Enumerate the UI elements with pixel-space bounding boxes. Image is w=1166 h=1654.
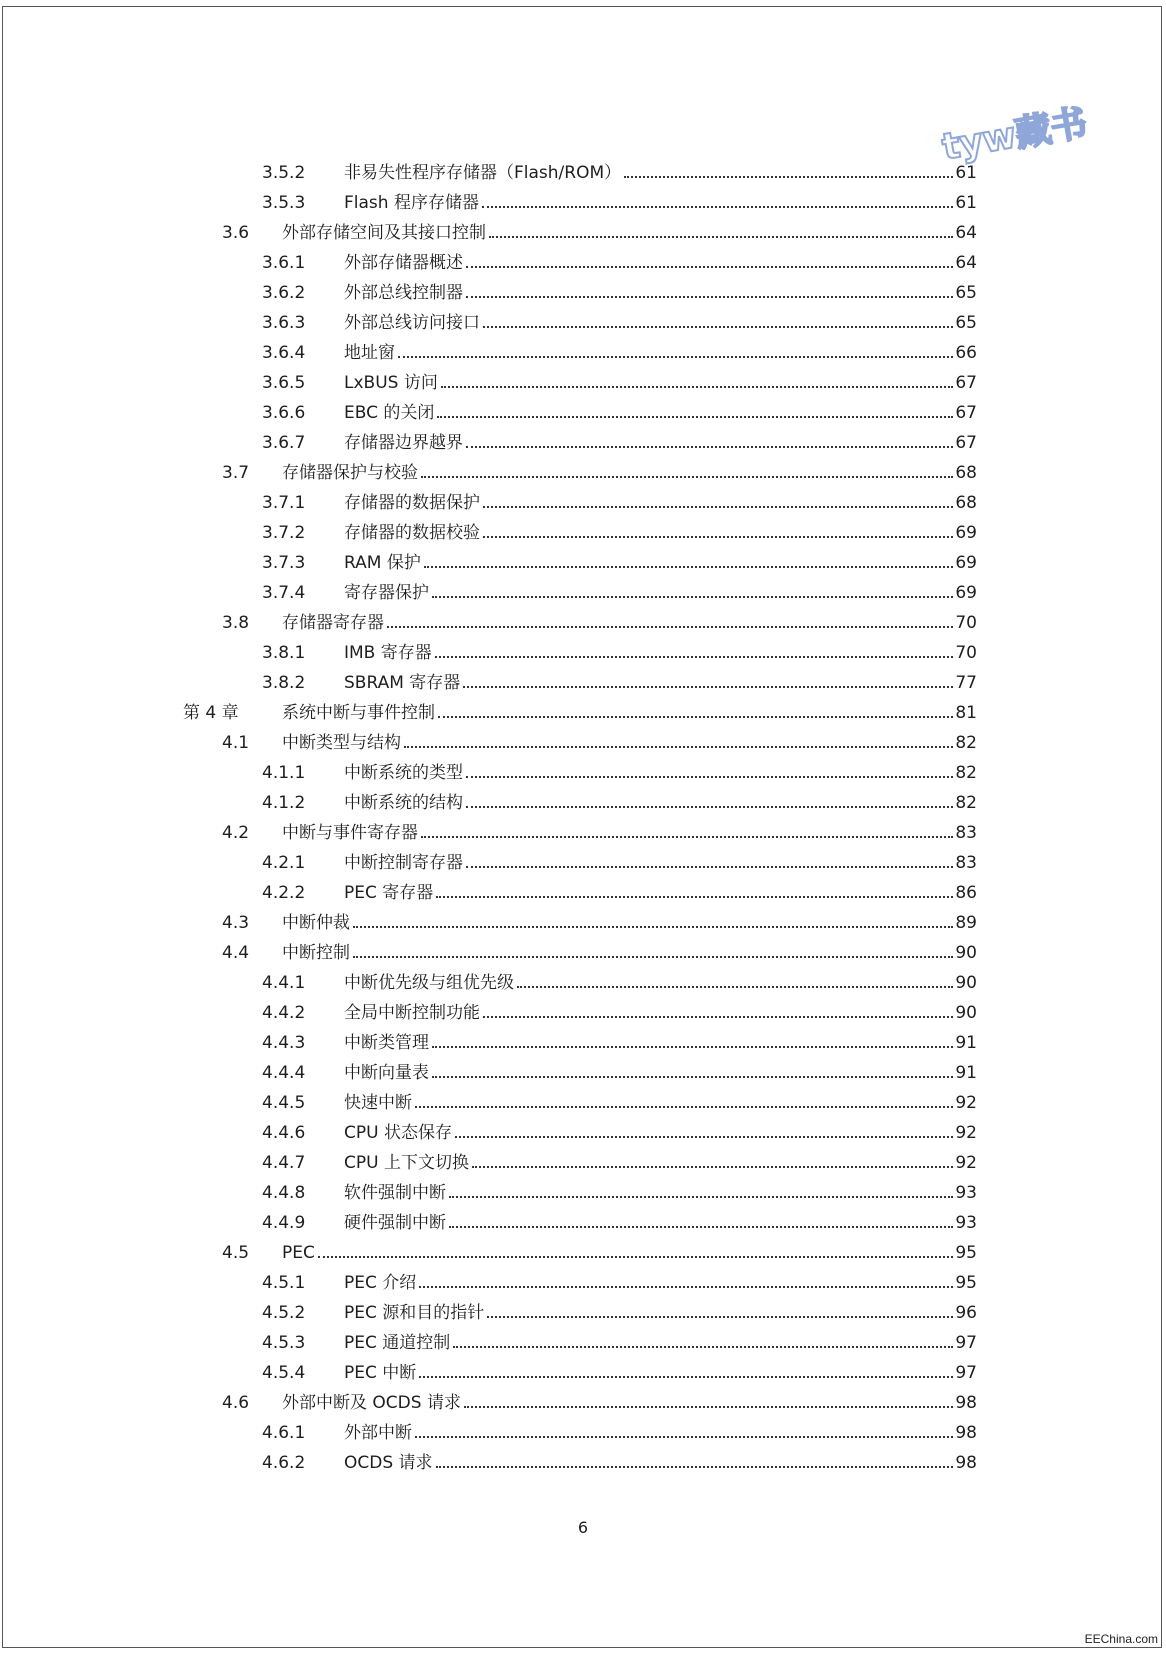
toc-entry-body: [344, 398, 977, 428]
toc-entry-number: 4.4.4: [262, 1063, 306, 1083]
toc-entry-title: 中断类型与结构: [282, 733, 401, 753]
toc-entry[interactable]: [0, 578, 1166, 608]
toc-entry-title: PEC 源和目的指针: [344, 1303, 485, 1323]
toc-entry-body: [282, 698, 977, 728]
watermark-logo: [935, 96, 1105, 166]
footer-site-label: EEChina.com: [1084, 1632, 1158, 1646]
toc-dot-leader: [449, 1226, 953, 1228]
toc-entry-number: 4.2: [222, 823, 250, 843]
toc-entry-body: [344, 1418, 977, 1448]
toc-entry-number: 4.1.1: [262, 763, 306, 783]
toc-entry-number: 4.6.1: [262, 1423, 306, 1443]
toc-entry-page: 89: [955, 913, 977, 933]
toc-entry-title: 外部总线控制器: [344, 283, 463, 303]
toc-entry[interactable]: [0, 848, 1166, 878]
toc-dot-leader: [421, 476, 953, 478]
toc-entry-title: OCDS 请求: [344, 1453, 433, 1473]
toc-entry-body: [344, 878, 977, 908]
toc-entry[interactable]: [0, 908, 1166, 938]
toc-dot-leader: [453, 1346, 953, 1348]
toc-entry[interactable]: [0, 1118, 1166, 1148]
toc-entry-page: 95: [955, 1243, 977, 1263]
toc-entry-title: CPU 状态保存: [344, 1123, 452, 1143]
toc-entry[interactable]: [0, 1298, 1166, 1328]
toc-dot-leader: [353, 956, 953, 958]
toc-entry-body: [344, 968, 977, 998]
toc-entry-title: 全局中断控制功能: [344, 1003, 480, 1023]
toc-entry-title: IMB 寄存器: [344, 643, 432, 663]
toc-entry-title: 中断优先级与组优先级: [344, 973, 514, 993]
toc-entry-title: 中断仲裁: [282, 913, 350, 933]
toc-dot-leader: [482, 206, 953, 208]
toc-entry-title: RAM 保护: [344, 553, 421, 573]
toc-entry-title: 外部存储器概述: [344, 253, 463, 273]
toc-entry-page: 83: [955, 823, 977, 843]
toc-entry-page: 69: [955, 523, 977, 543]
toc-entry-title: 存储器边界越界: [344, 433, 463, 453]
toc-dot-leader: [463, 686, 953, 688]
toc-entry-body: [344, 998, 977, 1028]
toc-entry-page: 70: [955, 643, 977, 663]
toc-entry-number: 4.4.2: [262, 1003, 306, 1023]
toc-entry-page: 68: [955, 493, 977, 513]
toc-entry-body: [344, 1328, 977, 1358]
toc-entry-page: 92: [955, 1093, 977, 1113]
toc-entry-page: 64: [955, 253, 977, 273]
toc-entry-number: 4.4.6: [262, 1123, 306, 1143]
toc-entry-title: 中断与事件寄存器: [282, 823, 418, 843]
toc-entry[interactable]: [0, 548, 1166, 578]
toc-entry-page: 98: [955, 1423, 977, 1443]
toc-dot-leader: [449, 1196, 953, 1198]
toc-entry-page: 67: [955, 433, 977, 453]
toc-entry-number: 3.6.7: [262, 433, 306, 453]
toc-entry[interactable]: [0, 428, 1166, 458]
toc-entry-body: [344, 518, 977, 548]
toc-dot-leader: [436, 896, 953, 898]
toc-entry-body: [282, 458, 977, 488]
toc-dot-leader: [489, 236, 953, 238]
toc-entry-title: 中断系统的结构: [344, 793, 463, 813]
toc-entry-body: [344, 1208, 977, 1238]
toc-entry-body: [344, 638, 977, 668]
toc-entry[interactable]: [0, 698, 1166, 728]
toc-entry-page: 86: [955, 883, 977, 903]
toc-dot-leader: [424, 566, 954, 568]
watermark-text: tyw藏书: [939, 102, 1091, 166]
toc-entry-number: 4.1: [222, 733, 250, 753]
toc-entry-page: 98: [955, 1453, 977, 1473]
toc-entry-title: 软件强制中断: [344, 1183, 446, 1203]
toc-dot-leader: [624, 176, 953, 178]
table-of-contents: [0, 158, 1166, 1478]
toc-entry-page: 67: [955, 403, 977, 423]
toc-entry-page: 67: [955, 373, 977, 393]
toc-entry-number: 4.4: [222, 943, 250, 963]
toc-entry-body: [282, 1388, 977, 1418]
toc-entry-title: SBRAM 寄存器: [344, 673, 461, 693]
toc-entry-page: 81: [955, 703, 977, 723]
toc-dot-leader: [483, 1016, 953, 1018]
toc-entry-title: 中断向量表: [344, 1063, 429, 1083]
toc-entry-number: 4.4.1: [262, 973, 306, 993]
toc-entry[interactable]: [0, 758, 1166, 788]
toc-entry[interactable]: [0, 1088, 1166, 1118]
toc-entry-page: 95: [955, 1273, 977, 1293]
toc-entry[interactable]: [0, 1268, 1166, 1298]
toc-entry-body: [344, 1148, 977, 1178]
toc-entry-body: [344, 278, 977, 308]
toc-entry-number: 4.5.2: [262, 1303, 306, 1323]
toc-entry[interactable]: [0, 1448, 1166, 1478]
toc-entry-page: 91: [955, 1033, 977, 1053]
toc-dot-leader: [318, 1256, 953, 1258]
toc-entry-body: [344, 338, 977, 368]
toc-entry-body: [344, 1298, 977, 1328]
toc-entry-title: 外部中断及 OCDS 请求: [282, 1393, 461, 1413]
toc-entry-title: 存储器寄存器: [282, 613, 384, 633]
toc-dot-leader: [432, 596, 953, 598]
toc-entry-page: 61: [955, 193, 977, 213]
toc-entry-body: [344, 758, 977, 788]
toc-entry[interactable]: [0, 1058, 1166, 1088]
toc-entry[interactable]: [0, 788, 1166, 818]
toc-entry-number: 4.4.3: [262, 1033, 306, 1053]
toc-entry-body: [344, 158, 977, 188]
toc-entry[interactable]: [0, 368, 1166, 398]
toc-dot-leader: [387, 626, 953, 628]
toc-entry[interactable]: [0, 1028, 1166, 1058]
toc-entry-body: [344, 1058, 977, 1088]
toc-entry-page: 90: [955, 973, 977, 993]
toc-entry-title: 寄存器保护: [344, 583, 429, 603]
toc-entry-body: [344, 1268, 977, 1298]
toc-entry-number: 3.8.2: [262, 673, 306, 693]
toc-entry-page: 61: [955, 163, 977, 183]
toc-entry[interactable]: [0, 608, 1166, 638]
toc-entry[interactable]: [0, 1388, 1166, 1418]
toc-entry[interactable]: [0, 968, 1166, 998]
toc-entry-number: 4.2.2: [262, 883, 306, 903]
toc-entry-body: [344, 1358, 977, 1388]
toc-entry-title: PEC 寄存器: [344, 883, 434, 903]
toc-entry-body: [344, 788, 977, 818]
toc-entry-page: 77: [955, 673, 977, 693]
toc-entry-page: 92: [955, 1123, 977, 1143]
toc-dot-leader: [435, 656, 954, 658]
toc-entry[interactable]: [0, 668, 1166, 698]
toc-dot-leader: [419, 1376, 953, 1378]
toc-entry-page: 91: [955, 1063, 977, 1083]
toc-entry-number: 4.4.9: [262, 1213, 306, 1233]
page-number: 6: [577, 1518, 589, 1537]
toc-entry[interactable]: [0, 818, 1166, 848]
toc-entry-number: 4.5.1: [262, 1273, 306, 1293]
toc-entry[interactable]: [0, 248, 1166, 278]
toc-dot-leader: [438, 716, 953, 718]
toc-entry-number: 3.7.3: [262, 553, 306, 573]
toc-dot-leader: [517, 986, 953, 988]
toc-entry-number: 4.2.1: [262, 853, 306, 873]
toc-entry-number: 4.4.5: [262, 1093, 306, 1113]
toc-dot-leader: [415, 1436, 953, 1438]
toc-entry-page: 82: [955, 763, 977, 783]
toc-entry-page: 64: [955, 223, 977, 243]
toc-entry-title: 中断类管理: [344, 1033, 429, 1053]
toc-entry-title: 地址窗: [344, 343, 395, 363]
toc-entry-number: 4.3: [222, 913, 250, 933]
toc-entry-number: 3.7.1: [262, 493, 306, 513]
toc-entry-number: 3.5.3: [262, 193, 306, 213]
toc-entry-body: [344, 488, 977, 518]
toc-entry[interactable]: [0, 1178, 1166, 1208]
toc-entry-page: 96: [955, 1303, 977, 1323]
toc-dot-leader: [353, 926, 953, 928]
toc-entry[interactable]: [0, 218, 1166, 248]
toc-entry-number: 3.7: [222, 463, 250, 483]
toc-entry-body: [344, 1118, 977, 1148]
toc-entry-title: 中断控制寄存器: [344, 853, 463, 873]
toc-entry-body: [344, 428, 977, 458]
toc-entry-body: [282, 728, 977, 758]
toc-entry-title: 快速中断: [344, 1093, 412, 1113]
toc-dot-leader: [419, 1286, 953, 1288]
toc-dot-leader: [466, 806, 953, 808]
toc-dot-leader: [437, 416, 953, 418]
toc-entry-page: 98: [955, 1393, 977, 1413]
toc-entry-title: 存储器的数据校验: [344, 523, 480, 543]
toc-dot-leader: [432, 1046, 953, 1048]
toc-dot-leader: [432, 1076, 953, 1078]
toc-entry-title: PEC 介绍: [344, 1273, 417, 1293]
toc-entry-number: 4.5.3: [262, 1333, 306, 1353]
toc-entry-page: 65: [955, 313, 977, 333]
toc-dot-leader: [455, 1136, 953, 1138]
toc-entry-number: 4.6.2: [262, 1453, 306, 1473]
toc-entry-title: Flash 程序存储器: [344, 193, 479, 213]
toc-dot-leader: [421, 836, 953, 838]
toc-entry-title: 中断系统的类型: [344, 763, 463, 783]
toc-dot-leader: [464, 1406, 953, 1408]
toc-entry-page: 69: [955, 553, 977, 573]
toc-entry-title: CPU 上下文切换: [344, 1153, 469, 1173]
toc-entry-body: [344, 578, 977, 608]
toc-entry-title: 硬件强制中断: [344, 1213, 446, 1233]
toc-entry-number: 3.8.1: [262, 643, 306, 663]
toc-entry[interactable]: [0, 308, 1166, 338]
toc-entry-number: 4.6: [222, 1393, 250, 1413]
toc-entry-body: [282, 938, 977, 968]
watermark-graphic: [935, 96, 1105, 166]
toc-entry[interactable]: [0, 998, 1166, 1028]
toc-entry-body: [344, 248, 977, 278]
toc-entry[interactable]: [0, 518, 1166, 548]
toc-entry[interactable]: [0, 728, 1166, 758]
toc-entry-number: 3.5.2: [262, 163, 306, 183]
toc-entry[interactable]: [0, 1208, 1166, 1238]
toc-entry-body: [344, 1448, 977, 1478]
toc-entry-body: [282, 218, 977, 248]
toc-entry-body: [344, 368, 977, 398]
toc-entry-number: 4.1.2: [262, 793, 306, 813]
toc-entry-body: [344, 1028, 977, 1058]
toc-entry-number: 3.6.5: [262, 373, 306, 393]
toc-entry-title: 存储器保护与校验: [282, 463, 418, 483]
toc-dot-leader: [483, 506, 953, 508]
toc-entry-page: 97: [955, 1363, 977, 1383]
toc-entry-title: 存储器的数据保护: [344, 493, 480, 513]
toc-dot-leader: [483, 326, 953, 328]
toc-entry-page: 82: [955, 793, 977, 813]
toc-entry-title: PEC 中断: [344, 1363, 417, 1383]
toc-entry-title: 外部中断: [344, 1423, 412, 1443]
toc-dot-leader: [487, 1316, 953, 1318]
toc-entry-title: 外部总线访问接口: [344, 313, 480, 333]
toc-entry-number: 4.5: [222, 1243, 250, 1263]
toc-entry-page: 82: [955, 733, 977, 753]
toc-entry-body: [344, 1088, 977, 1118]
toc-dot-leader: [404, 746, 953, 748]
toc-entry-page: 93: [955, 1213, 977, 1233]
toc-entry[interactable]: [0, 938, 1166, 968]
toc-entry-body: [344, 1178, 977, 1208]
toc-entry-title: LxBUS 访问: [344, 373, 438, 393]
toc-entry-number: 3.8: [222, 613, 250, 633]
toc-entry[interactable]: [0, 458, 1166, 488]
toc-entry-page: 93: [955, 1183, 977, 1203]
toc-entry-number: 3.6.4: [262, 343, 306, 363]
toc-entry[interactable]: [0, 1238, 1166, 1268]
toc-entry[interactable]: [0, 1328, 1166, 1358]
toc-entry-title: 系统中断与事件控制: [282, 703, 435, 723]
toc-entry-body: [344, 188, 977, 218]
toc-entry-body: [344, 548, 977, 578]
toc-dot-leader: [466, 866, 953, 868]
toc-entry-body: [282, 818, 977, 848]
toc-entry-number: 3.7.4: [262, 583, 306, 603]
toc-entry-number: 3.7.2: [262, 523, 306, 543]
toc-entry-body: [282, 908, 977, 938]
toc-dot-leader: [415, 1106, 953, 1108]
toc-dot-leader: [483, 536, 953, 538]
toc-entry[interactable]: [0, 398, 1166, 428]
toc-entry[interactable]: [0, 158, 1166, 188]
toc-entry-number: 3.6.1: [262, 253, 306, 273]
toc-entry-title: 外部存储空间及其接口控制: [282, 223, 486, 243]
toc-entry-body: [282, 608, 977, 638]
toc-entry-body: [344, 848, 977, 878]
toc-entry-number: 4.4.8: [262, 1183, 306, 1203]
toc-entry[interactable]: [0, 878, 1166, 908]
toc-entry[interactable]: [0, 338, 1166, 368]
toc-entry-page: 65: [955, 283, 977, 303]
toc-entry-page: 68: [955, 463, 977, 483]
toc-entry[interactable]: [0, 278, 1166, 308]
toc-entry-page: 90: [955, 1003, 977, 1023]
toc-entry-title: PEC 通道控制: [344, 1333, 451, 1353]
toc-entry-number: 3.6.3: [262, 313, 306, 333]
toc-dot-leader: [472, 1166, 953, 1168]
toc-entry[interactable]: [0, 1358, 1166, 1388]
toc-dot-leader: [436, 1466, 954, 1468]
toc-entry[interactable]: [0, 188, 1166, 218]
toc-entry-body: [344, 308, 977, 338]
toc-entry[interactable]: [0, 1148, 1166, 1178]
toc-entry-number: 第 4 章: [183, 703, 239, 723]
toc-entry-page: 92: [955, 1153, 977, 1173]
toc-entry[interactable]: [0, 488, 1166, 518]
toc-dot-leader: [466, 776, 953, 778]
toc-entry-title: 中断控制: [282, 943, 350, 963]
toc-entry-body: [344, 668, 977, 698]
toc-entry-page: 70: [955, 613, 977, 633]
toc-entry-title: EBC 的关闭: [344, 403, 435, 423]
toc-entry-page: 83: [955, 853, 977, 873]
toc-entry-body: [282, 1238, 977, 1268]
toc-entry-page: 69: [955, 583, 977, 603]
toc-entry-page: 90: [955, 943, 977, 963]
toc-entry[interactable]: [0, 638, 1166, 668]
toc-entry-title: 非易失性程序存储器（Flash/ROM）: [344, 163, 622, 183]
toc-entry-page: 97: [955, 1333, 977, 1353]
toc-entry-page: 66: [955, 343, 977, 363]
toc-entry-number: 4.4.7: [262, 1153, 306, 1173]
toc-dot-leader: [441, 386, 954, 388]
toc-entry-number: 4.5.4: [262, 1363, 306, 1383]
toc-entry-number: 3.6.2: [262, 283, 306, 303]
toc-entry[interactable]: [0, 1418, 1166, 1448]
toc-entry-number: 3.6.6: [262, 403, 306, 423]
toc-dot-leader: [466, 266, 953, 268]
toc-dot-leader: [398, 356, 953, 358]
toc-dot-leader: [466, 296, 953, 298]
toc-entry-number: 3.6: [222, 223, 250, 243]
toc-dot-leader: [466, 446, 953, 448]
toc-entry-title: PEC: [282, 1243, 315, 1263]
